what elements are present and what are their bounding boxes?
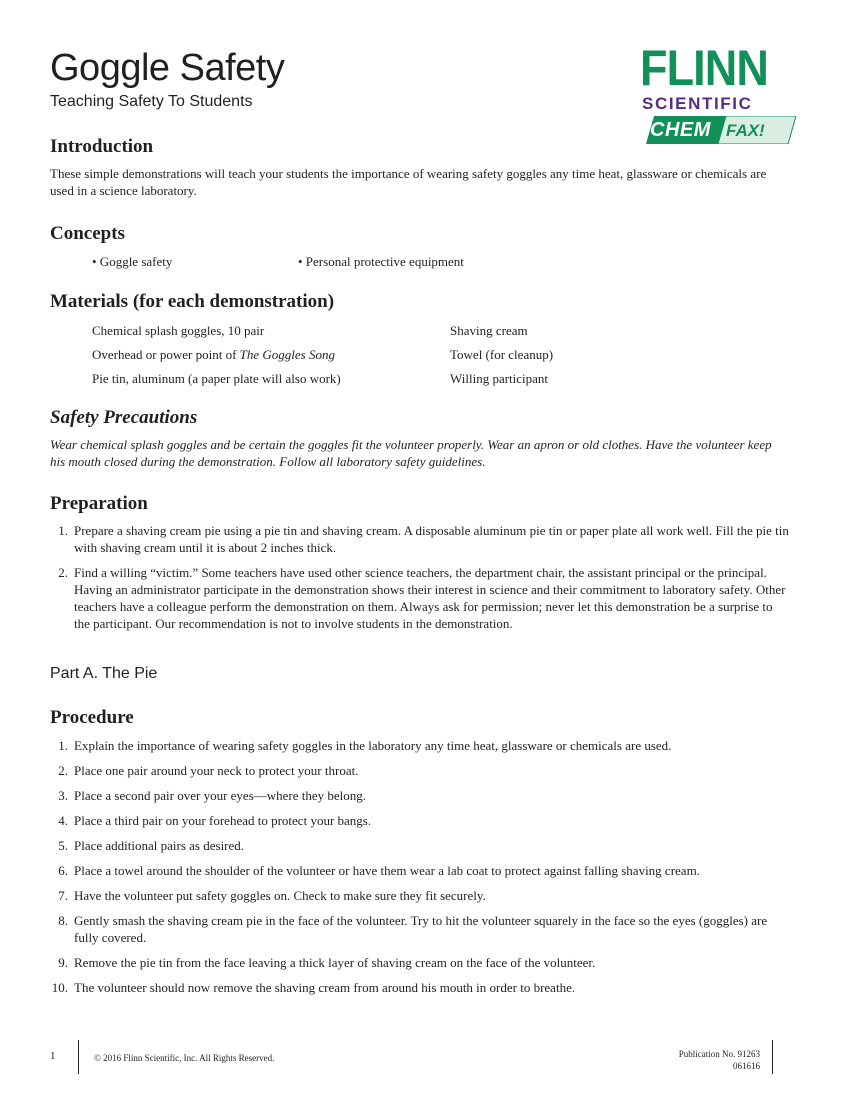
list-item bbox=[50, 887, 790, 904]
introduction-text: These simple demonstrations will teach your students the importance of wearing safety goggles any time heat, glassware or chemicals are used in a science laboratory. bbox=[50, 166, 767, 198]
step-number: 9. bbox=[58, 955, 68, 970]
part-a-heading: Part A. The Pie bbox=[50, 665, 158, 682]
step-text: Place a towel around the shoulder of the volunteer or have them wear a lab coat to protect against falling shaving cream. bbox=[74, 863, 700, 878]
procedure-steps bbox=[50, 737, 790, 996]
step-number: 6. bbox=[58, 863, 68, 878]
step-number: 5. bbox=[58, 838, 68, 853]
step-number: 8. bbox=[58, 913, 68, 928]
material-item-text: Overhead or power point of bbox=[92, 347, 240, 362]
concepts-heading: Concepts bbox=[50, 223, 125, 244]
page-title: Goggle Safety bbox=[50, 47, 285, 89]
step-number: 1. bbox=[58, 738, 68, 753]
safety-precautions-heading: Safety Precautions bbox=[50, 407, 198, 428]
publication-number: Publication No. 91263 bbox=[678, 1049, 760, 1059]
list-item bbox=[50, 837, 790, 854]
publication-code: 061616 bbox=[733, 1061, 760, 1071]
step-text: Remove the pie tin from the face leaving a thick layer of shaving cream on the face of the volunteer. bbox=[74, 955, 596, 970]
list-item bbox=[50, 762, 790, 779]
flinn-scientific-chemfax-logo bbox=[636, 40, 802, 152]
list-item bbox=[50, 522, 790, 556]
material-item bbox=[92, 346, 335, 363]
list-item bbox=[50, 564, 790, 632]
list-item bbox=[50, 954, 790, 971]
logo-scientific-text: SCIENTIFIC bbox=[642, 94, 753, 113]
material-item: Pie tin, aluminum (a paper plate will also work) bbox=[92, 371, 341, 386]
introduction-heading: Introduction bbox=[50, 136, 154, 157]
list-item bbox=[50, 787, 790, 804]
concept-item: • Personal protective equipment bbox=[298, 254, 464, 269]
material-item: Chemical splash goggles, 10 pair bbox=[92, 323, 265, 338]
step-text: Place one pair around your neck to protect your throat. bbox=[74, 763, 359, 778]
list-item bbox=[50, 912, 790, 946]
step-text: Have the volunteer put safety goggles on. Check to make sure they fit securely. bbox=[74, 888, 486, 903]
logo-chem-text: CHEM bbox=[650, 119, 711, 141]
concept-item: • Goggle safety bbox=[92, 254, 173, 269]
footer-divider bbox=[78, 1040, 79, 1074]
list-item bbox=[50, 737, 790, 754]
step-number: 7. bbox=[58, 888, 68, 903]
page-subtitle: Teaching Safety To Students bbox=[50, 93, 253, 110]
step-number: 2. bbox=[58, 565, 68, 580]
step-number: 1. bbox=[58, 523, 68, 538]
material-item: Towel (for cleanup) bbox=[450, 347, 554, 362]
logo-fax-text: FAX! bbox=[726, 121, 765, 140]
step-number: 3. bbox=[58, 788, 68, 803]
step-text: Place a second pair over your eyes—where they belong. bbox=[74, 788, 367, 803]
material-item-title: The Goggles Song bbox=[239, 347, 335, 362]
safety-precautions-text: Wear chemical splash goggles and be certain the goggles fit the volunteer properly. Wear an apron or old clothes. Have the volunteer keep his mouth closed during the demonstration. Follow all laboratory safety guidelines. bbox=[50, 437, 772, 469]
material-item: Willing participant bbox=[450, 371, 549, 386]
step-text: Explain the importance of wearing safety goggles in the laboratory any time heat, glassware or chemicals are used. bbox=[74, 738, 672, 753]
materials-heading: Materials (for each demonstration) bbox=[50, 291, 335, 312]
step-text: Find a willing “victim.” Some teachers have used other science teachers, the department chair, the assistant principal or the principal. Having an administrator participate in the demonstration shows their interest in science and their commitment to laboratory safety. Other teachers have a colleague perform the demonstration on them. Always ask for permission; never let this demonstration be a surprise to the participant. Our recommendation is not to involve students in the demonstration. bbox=[74, 565, 786, 631]
procedure-heading: Procedure bbox=[50, 707, 134, 728]
material-item: Shaving cream bbox=[450, 323, 528, 338]
step-text: Gently smash the shaving cream pie in the face of the volunteer. Try to hit the volunteer squarely in the face so the eyes (goggles) are fully covered. bbox=[74, 913, 768, 945]
step-number: 10. bbox=[51, 980, 68, 995]
step-text: Place a third pair on your forehead to protect your bangs. bbox=[74, 813, 372, 828]
page-number: 1 bbox=[50, 1050, 56, 1062]
step-text: The volunteer should now remove the shaving cream from around his mouth in order to breathe. bbox=[74, 980, 576, 995]
step-text: Place additional pairs as desired. bbox=[74, 838, 245, 853]
logo-flinn-text: FLINN bbox=[640, 40, 768, 96]
step-number: 4. bbox=[58, 813, 68, 828]
list-item bbox=[50, 979, 790, 996]
copyright-text: © 2016 Flinn Scientific, Inc. All Rights Reserved. bbox=[94, 1053, 275, 1063]
preparation-heading: Preparation bbox=[50, 493, 148, 514]
step-number: 2. bbox=[58, 763, 68, 778]
list-item bbox=[50, 862, 790, 879]
list-item bbox=[50, 812, 790, 829]
step-text: Prepare a shaving cream pie using a pie tin and shaving cream. A disposable aluminum pie tin or paper plate all work well. Fill the pie tin with shaving cream until it is about 2 inches thick. bbox=[74, 523, 789, 555]
footer-divider bbox=[772, 1040, 773, 1074]
preparation-steps bbox=[50, 522, 790, 632]
